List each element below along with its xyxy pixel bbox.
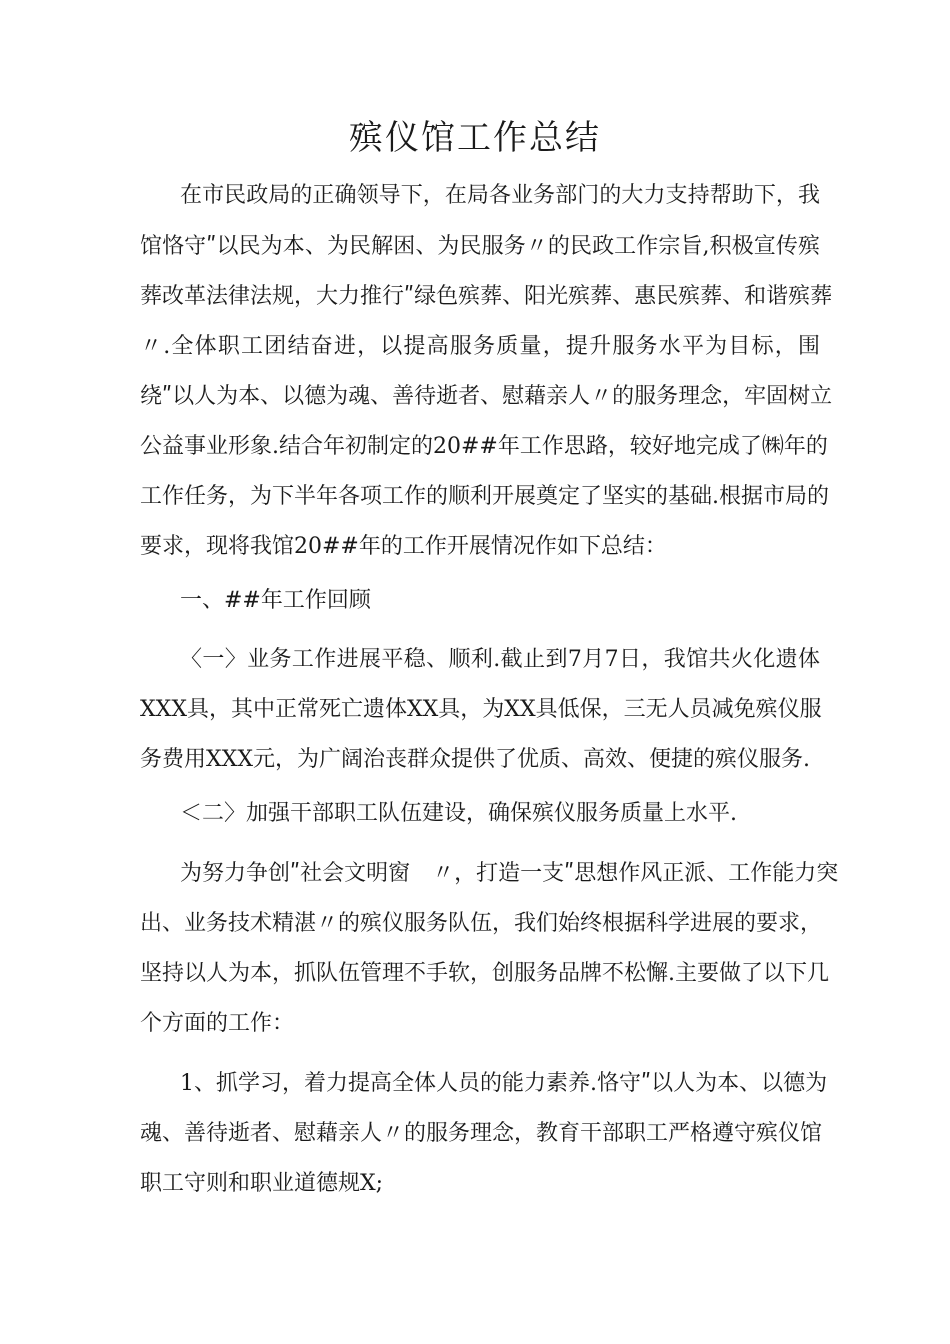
paragraph-line: 要求，现将我馆20##年的工作开展情况作如下总结： [140, 534, 667, 559]
paragraph-line: 职工守则和职业道德规X; [140, 1171, 384, 1196]
paragraph-line: 〈一〉业务工作进展平稳、顺利.截止到7月7日，我馆共火化遗体 [180, 647, 820, 672]
paragraph-line: 在市民政局的正确领导下，在局各业务部门的大力支持帮助下，我 [180, 183, 820, 208]
paragraph-line: XXX具，其中正常死亡遗体XX具，为XX具低保，三无人员减免殡仪服 [140, 697, 822, 722]
paragraph-line: 坚持以人为本，抓队伍管理不手软，创服务品牌不松懈.主要做了以下几 [140, 961, 829, 986]
paragraph-line: 1、抓学习，着力提高全体人员的能力素养.恪守ʺ以人为本、以德为 [180, 1071, 828, 1096]
paragraph-line: 公益事业形象.结合年初制定的20##年工作思路，较好地完成了㈱年的 [140, 434, 828, 459]
paragraph-line: 工作任务，为下半年各项工作的顺利开展奠定了坚实的基础.根据市局的 [140, 484, 829, 509]
subsection-heading: ＜二〉加强干部职工队伍建设，确保殡仪服务质量上水平. [180, 801, 737, 826]
paragraph-line: 魂、善待逝者、慰藉亲人〃的服务理念，教育干部职工严格遵守殡仪馆 [140, 1121, 823, 1146]
paragraph-line: 〃.全体职工团结奋进，以提高服务质量，提升服务水平为目标，围 [140, 334, 820, 359]
document-title: 殡仪馆工作总结 [349, 118, 601, 158]
paragraph-line: 务费用XXX元，为广阔治丧群众提供了优质、高效、便捷的殡仪服务. [140, 747, 810, 772]
paragraph-line: 个方面的工作： [140, 1011, 295, 1036]
paragraph-line: 出、业务技术精湛〃的殡仪服务队伍，我们始终根据科学进展的要求， [140, 911, 823, 936]
paragraph-line: 绕ʺ以人为本、以德为魂、善待逝者、慰藉亲人〃的服务理念，牢固树立 [140, 384, 833, 409]
paragraph-line: 馆恪守ʺ以民为本、为民解困、为民服务〃的民政工作宗旨,积极宣传殡 [140, 234, 820, 259]
paragraph-line: 葬改革法律法规，大力推行ʺ绿色殡葬、阳光殡葬、惠民殡葬、和谐殡葬 [140, 284, 833, 309]
section-heading: 一、##年工作回顾 [180, 588, 371, 613]
paragraph-line: 为努力争创ʺ社会文明窗 〃，打造一支ʺ思想作风正派、工作能力突 [180, 861, 839, 886]
